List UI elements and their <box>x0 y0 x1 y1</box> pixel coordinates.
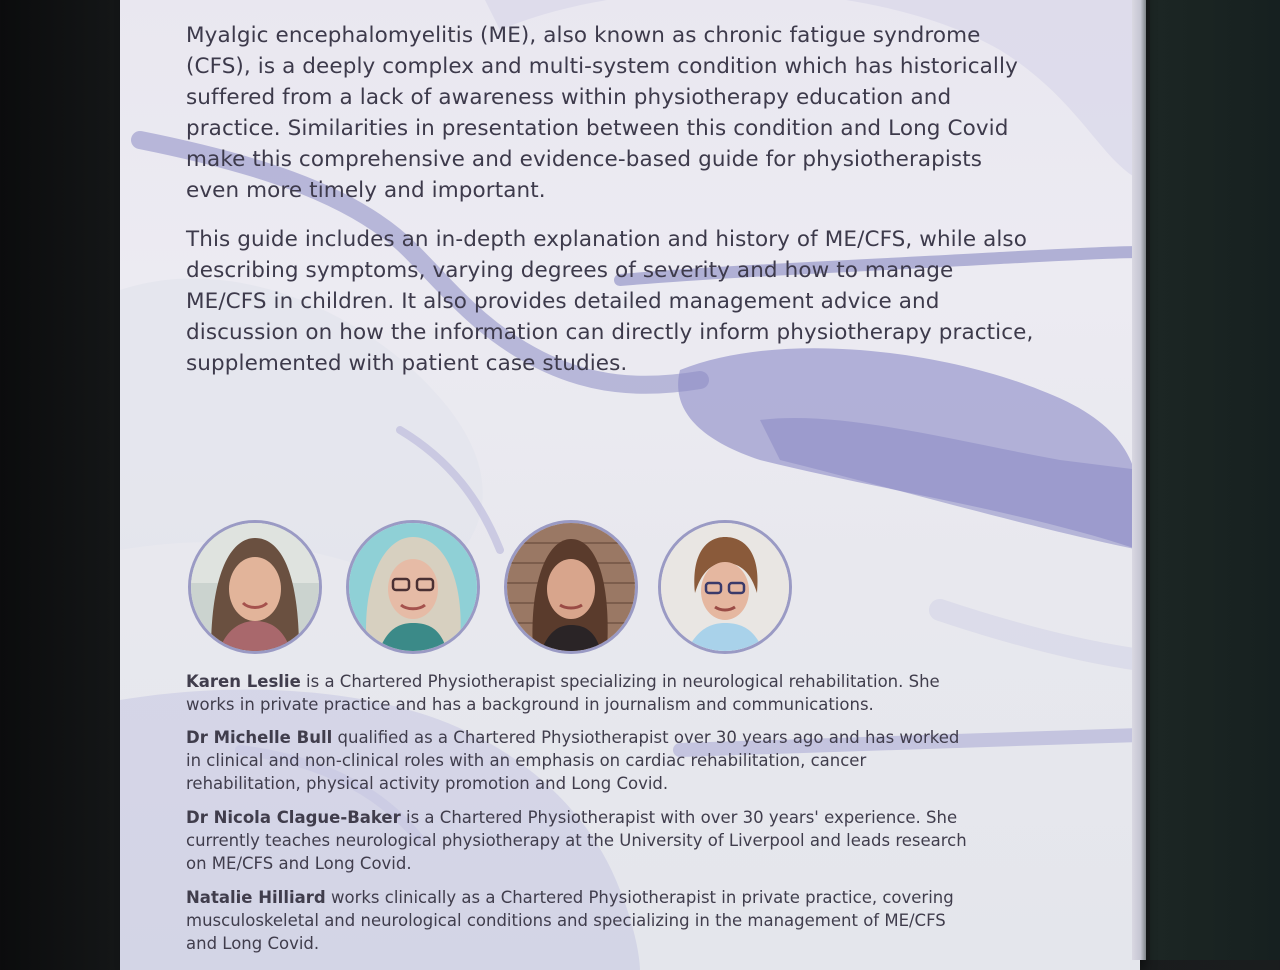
background-right <box>1150 0 1280 960</box>
author-photo-nicola-clague-baker <box>504 520 638 654</box>
description-paragraph-2: This guide includes an in-depth explanation and history of ME/CFS, while also describing symptoms, varying degrees of severity and how to manage ME/CFS in children. It also provides detailed management advice and discussion on how the information can directly inform physiotherapy practice, supplemented with patient case studies. <box>186 227 1034 376</box>
book-back-cover <box>120 0 1140 970</box>
author-name: Dr Nicola Clague-Baker <box>186 808 401 827</box>
author-photo-michelle-bull <box>346 520 480 654</box>
author-name: Dr Michelle Bull <box>186 728 333 747</box>
author-photo-karen-leslie <box>188 520 322 654</box>
author-bio-michelle-bull <box>186 726 976 795</box>
author-bio-text: is a Chartered Physiotherapist specializing in neurological rehabilitation. She works in private practice and has a background in journalism and communications. <box>186 672 940 714</box>
author-name: Karen Leslie <box>186 672 301 691</box>
author-bio-text: is a Chartered Physiotherapist with over 30 years' experience. She currently teaches neurological physiotherapy at the University of Liverpool and leads research on ME/CFS and Long Covid. <box>186 808 967 873</box>
author-name: Natalie Hilliard <box>186 888 326 907</box>
author-bio-text: qualified as a Chartered Physiotherapist over 30 years ago and has worked in clinical and non-clinical roles with an emphasis on cardiac rehabilitation, cancer rehabilitation, physical activity promotion and Long Covid. <box>186 728 960 793</box>
author-bio-nicola-clague-baker <box>186 806 976 875</box>
author-bio-natalie-hilliard <box>186 886 976 955</box>
author-bio-karen-leslie <box>186 670 976 716</box>
author-photos <box>188 520 808 660</box>
description-paragraph-1: Myalgic encephalomyelitis (ME), also known as chronic fatigue syndrome (CFS), is a deeply complex and multi-system condition which has historically suffered from a lack of awareness within physiotherapy education and practice. Similarities in presentation between this condition and Long Covid make this comprehensive and evidence-based guide for physiotherapists even more timely and important. <box>186 23 1018 203</box>
author-photo-natalie-hilliard <box>658 520 792 654</box>
book-edge <box>1132 0 1146 960</box>
author-bio-text: works clinically as a Chartered Physiotherapist in private practice, covering musculoskeletal and neurological conditions and specializing in the management of ME/CFS and Long Covid. <box>186 888 954 953</box>
